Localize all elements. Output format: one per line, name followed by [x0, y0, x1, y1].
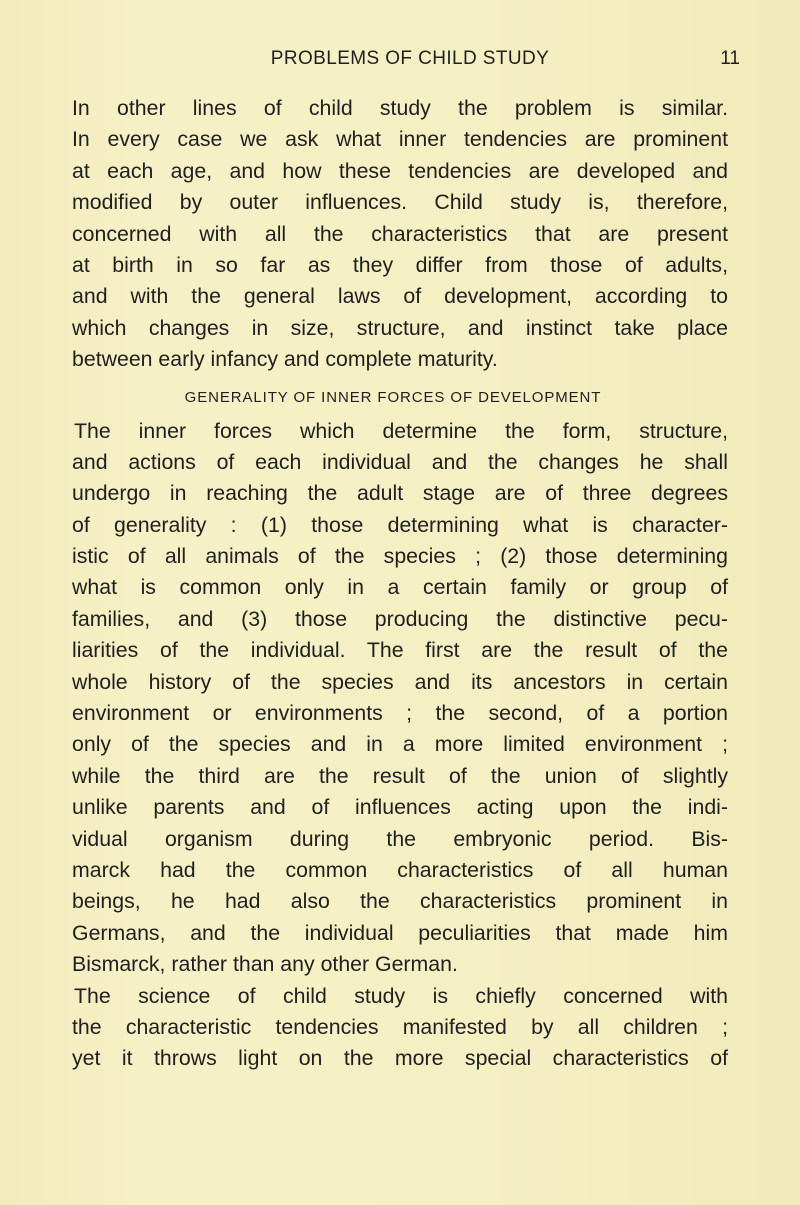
text-line: The inner forces which determine the form, structure,	[74, 418, 728, 443]
text-line: and with the general laws of development, according to	[72, 284, 728, 309]
text-line: unlike parents and of influences acting upon the indi-	[72, 795, 728, 820]
text-line: Bismarck, rather than any other German.	[72, 952, 458, 977]
text-line: Germans, and the individual peculiarities that made him	[72, 920, 728, 945]
text-line: beings, he had also the characteristics prominent in	[72, 889, 728, 914]
section-heading: GENERALITY OF INNER FORCES OF DEVELOPMENT	[184, 388, 602, 406]
text-line: concerned with all the characteristics that are present	[72, 221, 728, 246]
text-line: families, and (3) those producing the distinctive pecu-	[72, 606, 728, 631]
paragraph-3	[72, 981, 728, 1075]
paragraph-1	[72, 93, 728, 376]
text-line: only of the species and in a more limited environment ;	[72, 732, 728, 757]
paragraph-2	[72, 416, 728, 981]
text-line: undergo in reaching the adult stage are of three degrees	[72, 481, 728, 506]
text-line: vidual organism during the embryonic period. Bis-	[72, 826, 728, 851]
running-title: PROBLEMS OF CHILD STUDY	[270, 48, 550, 69]
text-line: the characteristic tendencies manifested by all children ;	[72, 1014, 728, 1039]
text-line: environment or environments ; the second, of a portion	[72, 701, 728, 726]
text-line: at each age, and how these tendencies are developed and	[72, 158, 728, 183]
text-line: liarities of the individual. The first are the result of the	[72, 638, 728, 663]
page-number: 11	[720, 48, 740, 69]
text-line: The science of child study is chiefly concerned with	[74, 983, 728, 1008]
text-line: modified by outer influences. Child study is, therefore,	[72, 190, 728, 215]
text-line: istic of all animals of the species ; (2) those determining	[72, 544, 728, 569]
text-line: In every case we ask what inner tendencies are prominent	[72, 127, 728, 152]
text-line: which changes in size, structure, and instinct take place	[72, 315, 728, 340]
text-line: whole history of the species and its ancestors in certain	[72, 669, 728, 694]
text-line: In other lines of child study the problem is similar.	[72, 96, 728, 120]
body-text	[72, 93, 728, 1075]
text-line: at birth in so far as they differ from those of adults,	[72, 252, 728, 277]
text-line: while the third are the result of the union of slightly	[72, 763, 728, 788]
text-line: what is common only in a certain family or group of	[72, 575, 728, 600]
text-line: marck had the common characteristics of all human	[72, 857, 728, 882]
text-line: and actions of each individual and the changes he shall	[72, 449, 728, 474]
text-line: between early infancy and complete maturity.	[72, 347, 498, 372]
running-head	[80, 44, 740, 74]
text-line: of generality : (1) those determining what is character-	[72, 512, 728, 537]
text-line: yet it throws light on the more special characteristics of	[72, 1046, 728, 1071]
